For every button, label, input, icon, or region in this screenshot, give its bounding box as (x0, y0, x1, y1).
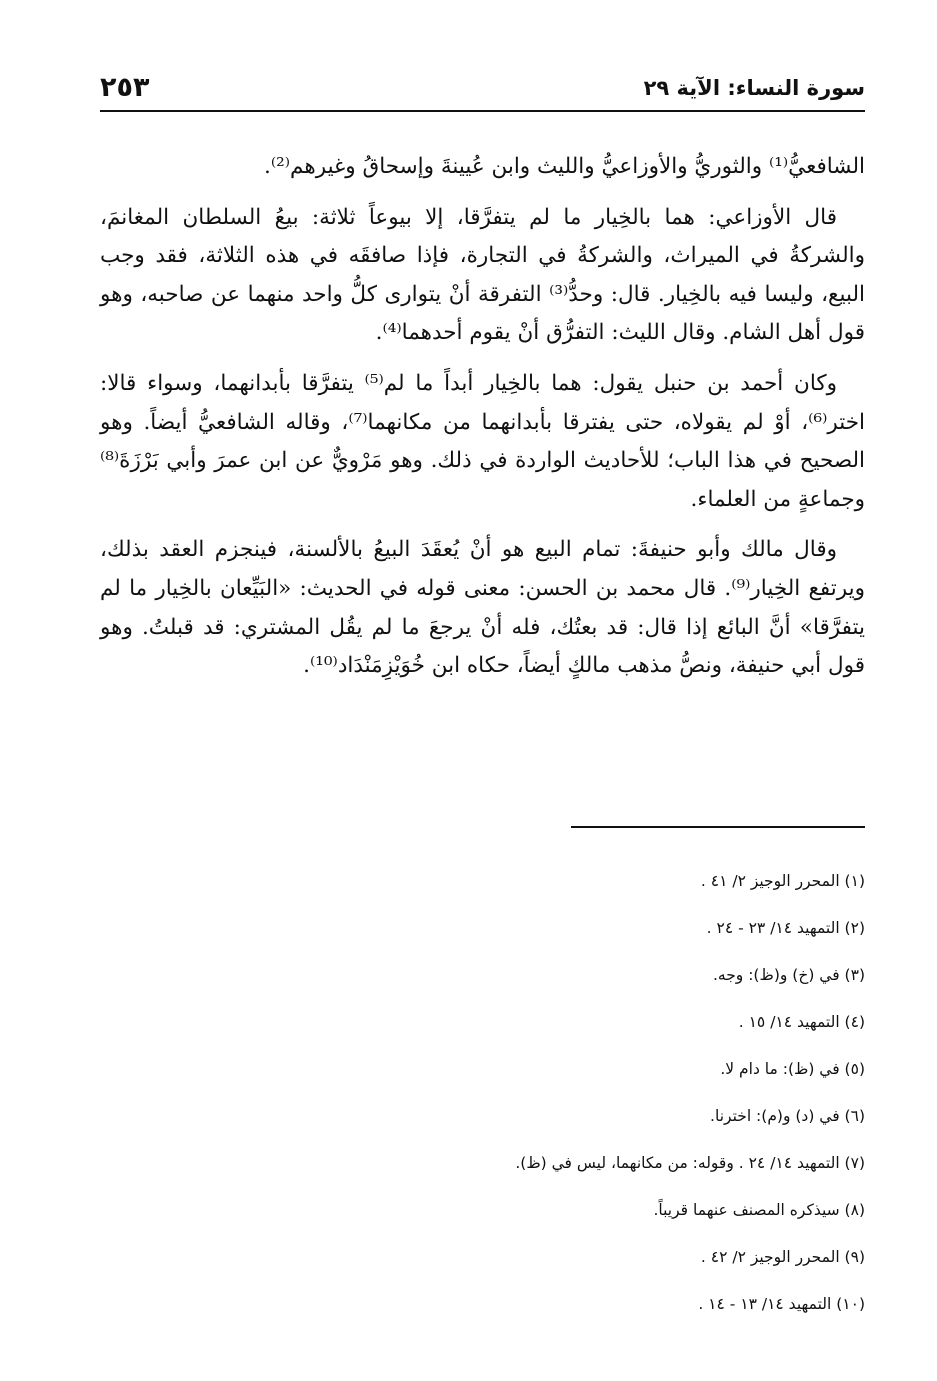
footnote-6: (٦) في (د) و(م): اخترنا. (710, 1107, 865, 1125)
footnote-5: (٥) في (ظ): ما دام لا. (720, 1060, 865, 1078)
page-number: ٢٥٣ (100, 72, 150, 103)
footnote-4: (٤) التمهيد ١٤/ ١٥ . (738, 1013, 865, 1031)
footnote-9: (٩) المحرر الوجيز ٢/ ٤٢ . (700, 1248, 865, 1266)
footnote-1: (١) المحرر الوجيز ٢/ ٤١ . (700, 872, 865, 890)
footnote-2: (٢) التمهيد ١٤/ ٢٣ - ٢٤ . (706, 919, 865, 937)
running-title: سورة النساء: الآية ٢٩ (643, 76, 865, 100)
footnotes-list (100, 866, 865, 1336)
footnote-separator (571, 826, 865, 828)
paragraph-4: وقال مالك وأبو حنيفةَ: تمام البيع هو أنْ يُعقَدَ البيعُ بالألسنة، فينجزم العقد بذلك، ويرتفع الخِيار⁽⁹⁾. قال محمد بن الحسن: معنى قوله في الحديث: «البَيِّعان بالخِيار ما لم يتفرَّقا» أنَّ البائع إذا قال: قد بعتُك، فله أنْ يرجعَ ما لم يقُل المشتري: قد قبلتُ. وهو قول أبي حنيفة، ونصُّ مذهب مالكٍ أيضاً، حكاه ابن خُوَيْزِمَنْدَاد⁽¹⁰⁾. (100, 537, 865, 679)
paragraph-2: قال الأوزاعي: هما بالخِيار ما لم يتفرَّقا، إلا بيوعاً ثلاثة: بيعُ السلطان المغانمَ، والشركةُ في الميراث، والشركةُ في التجارة، فإذا صافقَه في هذه الثلاثة، فقد وجب البيع، وليسا فيه بالخِيار. قال: وحدُّ⁽³⁾ التفرقة أنْ يتوارى كلُّ واحد منهما عن صاحبه، وهو قول أهل الشام. وقال الليث: التفرُّق أنْ يقوم أحدهما⁽⁴⁾. (100, 204, 865, 346)
page-header (100, 72, 865, 112)
paragraph-3: وكان أحمد بن حنبل يقول: هما بالخِيار أبداً ما لم⁽⁵⁾ يتفرَّقا بأبدانهما، وسواء قالا: اختر⁽⁶⁾، أوْ لم يقولاه، حتى يفترقا بأبدانهما من مكانهما⁽⁷⁾، وقاله الشافعيُّ أيضاً. وهو الصحيح في هذا الباب؛ للأحاديث الواردة في ذلك. وهو مَرْويٌّ عن ابن عمرَ وأبي بَرْزَةَ⁽⁸⁾ وجماعةٍ من العلماء. (100, 370, 865, 512)
footnote-8: (٨) سيذكره المصنف عنهما قريباً. (653, 1201, 865, 1219)
footnote-7: (٧) التمهيد ١٤/ ٢٤ . وقوله: من مكانهما، ليس في (ظ). (515, 1154, 865, 1172)
footnote-3: (٣) في (خ) و(ظ): وجه. (712, 966, 865, 984)
main-text (100, 148, 865, 698)
footnote-10: (١٠) التمهيد ١٤/ ١٣ - ١٤ . (698, 1295, 865, 1313)
paragraph-1: الشافعيُّ⁽¹⁾ والثوريُّ والأوزاعيُّ والليث وابن عُيينةَ وإسحاقُ وغيرهم⁽²⁾. (264, 154, 865, 179)
